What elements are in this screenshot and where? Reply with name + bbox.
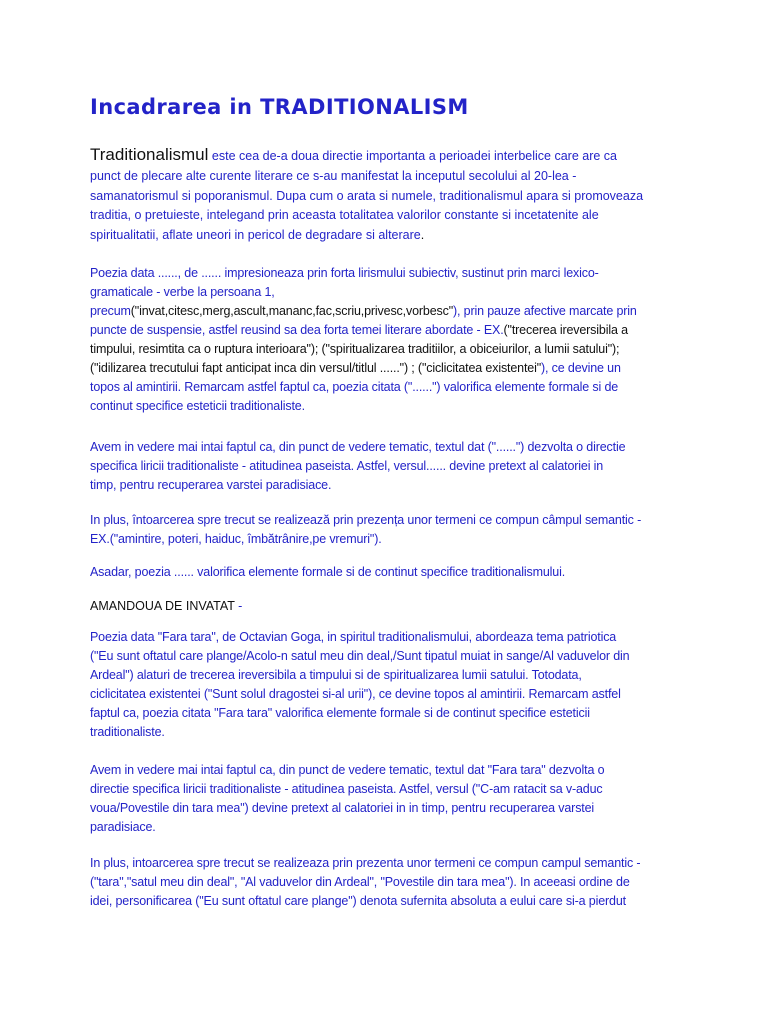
paragraph-line: Poezia data ......, de ...... impresioneaza prin forta lirismului subiectiv, sustinut prin marci lexico- (90, 266, 599, 280)
paragraph-semantic-field (90, 511, 690, 549)
paragraph-theme (90, 438, 690, 495)
paragraph-line: EX.("amintire, poteri, haiduc, îmbătrânire,pe vremuri"). (90, 532, 382, 546)
paragraph-line: faptul ca, poezia citata "Fara tara" valorifica elemente formale si de continut specifice esteticii (90, 706, 590, 720)
paragraph-line: Asadar, poezia ...... valorifica elemente formale si de continut specifice traditionalismului. (90, 565, 566, 579)
paragraph-line (90, 597, 690, 616)
paragraph-line: traditionaliste. (90, 725, 165, 739)
paragraph-line: specifica liricii traditionaliste - atitudinea paseista. Astfel, versul...... devine pretext al calatoriei in (90, 459, 604, 473)
document-title: Incadrarea in TRADITIONALISM (90, 95, 469, 119)
text-span: ("trecerea ireversibila a (503, 323, 628, 337)
paragraph-line: ("tara","satul meu din deal", "Al vaduvelor din Ardeal", "Povestile din tara mea"). In aceeasi ordine de (90, 875, 630, 889)
text-span: ), ce devine un (541, 361, 621, 375)
paragraph-line: continut specifice esteticii traditionaliste. (90, 399, 305, 413)
text-span: este cea de-a doua directie importanta a perioadei interbelice care are ca (208, 149, 617, 163)
text-span: . (420, 227, 425, 242)
paragraph-line: Avem in vedere mai intai faptul ca, din punct de vedere tematic, textul dat ("......") dezvolta o directie (90, 440, 626, 454)
paragraph-line: ("Eu sunt oftatul care plange/Acolo-n satul meu din deal,/Sunt tipatul muiat in sange/Al vaduvelor din (90, 649, 630, 663)
paragraph-line: timp, pentru recuperarea varstei paradisiace. (90, 478, 332, 492)
lead-term: Traditionalismul (90, 145, 209, 164)
paragraph-line: idei, personificarea ("Eu sunt oftatul care plange") denota sufernita absoluta a eului care si-a pierdut (90, 894, 626, 908)
text-span: precum (90, 304, 131, 318)
section-heading (90, 597, 690, 616)
text-span: spiritualitatii, aflate uneori in pericol de degradare si alterare (90, 227, 421, 242)
paragraph-line (90, 144, 690, 167)
paragraph-line: directie specifica liricii traditionaliste - atitudinea paseista. Astfel, versul ("C-am ratacit sa v-aduc (90, 782, 603, 796)
text-span: puncte de suspensie, astfel reusind sa dea forta temei literare abordate - EX. (90, 323, 504, 337)
text-span: ("idilizarea trecutului fapt anticipat inca din versul/titlul ......") ; ("ciclicitatea existentei" (90, 361, 542, 375)
paragraph-line: ciclicitatea existentei ("Sunt solul dragostei si-al urii"), ce devine topos al amintirii. Remarcam astfel (90, 687, 621, 701)
paragraph-line (90, 302, 690, 321)
paragraph-line: traditia, o pretuieste, intelegand prin aceasta totalitatea valorilor constante si incetatenite ale (90, 208, 599, 222)
paragraph-line: timpului, resimtita ca o ruptura interioara"); ("spiritualizarea traditiilor, a obiceiurilor, a lumii satului"); (90, 342, 620, 356)
paragraph-line (90, 226, 690, 246)
paragraph-line: topos al amintirii. Remarcam astfel faptul ca, poezia citata ("......") valorifica elemente formale si de (90, 380, 619, 394)
paragraph-line: paradisiace. (90, 820, 156, 834)
paragraph-line (90, 359, 690, 378)
paragraph-line: Avem in vedere mai intai faptul ca, din punct de vedere tematic, textul dat "Fara tara" dezvolta o (90, 763, 605, 777)
paragraph-intro (90, 144, 690, 245)
text-span: ), prin pauze afective marcate prin (453, 304, 637, 318)
paragraph-line: gramaticale - verbe la persoana 1, (90, 285, 275, 299)
paragraph-line: voua/Povestile din tara mea") devine pretext al calatoriei in in timp, pentru recuperarea varstei (90, 801, 595, 815)
text-span: ("invat,citesc,merg,ascult,mananc,fac,scriu,privesc,vorbesc" (130, 304, 453, 318)
paragraph-line: samanatorismul si poporanismul. Dupa cum o arata si numele, traditionalismul apara si promoveaza (90, 188, 644, 203)
paragraph-line: Poezia data "Fara tara", de Octavian Goga, in spiritul traditionalismului, abordeaza tema patriotica (90, 630, 617, 644)
text-span: AMANDOUA DE INVATAT (90, 599, 235, 613)
paragraph-example-intro (90, 628, 690, 742)
text-span: - (234, 599, 243, 613)
paragraph-line (90, 321, 690, 340)
paragraph-conclusion (90, 563, 690, 582)
paragraph-example-theme (90, 761, 690, 837)
paragraph-example-semantic (90, 854, 690, 911)
paragraph-line: In plus, întoarcerea spre trecut se realizează prin prezența unor termeni ce compun câmpul semantic - (90, 513, 642, 527)
paragraph-analysis (90, 264, 690, 416)
paragraph-line: Ardeal") alaturi de trecerea ireversibila a timpului si de spiritualizarea lumii satului. Totodata, (90, 668, 582, 682)
paragraph-line: In plus, intoarcerea spre trecut se realizeaza prin prezenta unor termeni ce compun campul semantic - (90, 856, 641, 870)
paragraph-line: punct de plecare alte curente literare ce s-au manifestat la inceputul secolului al 20-lea - (90, 169, 577, 183)
